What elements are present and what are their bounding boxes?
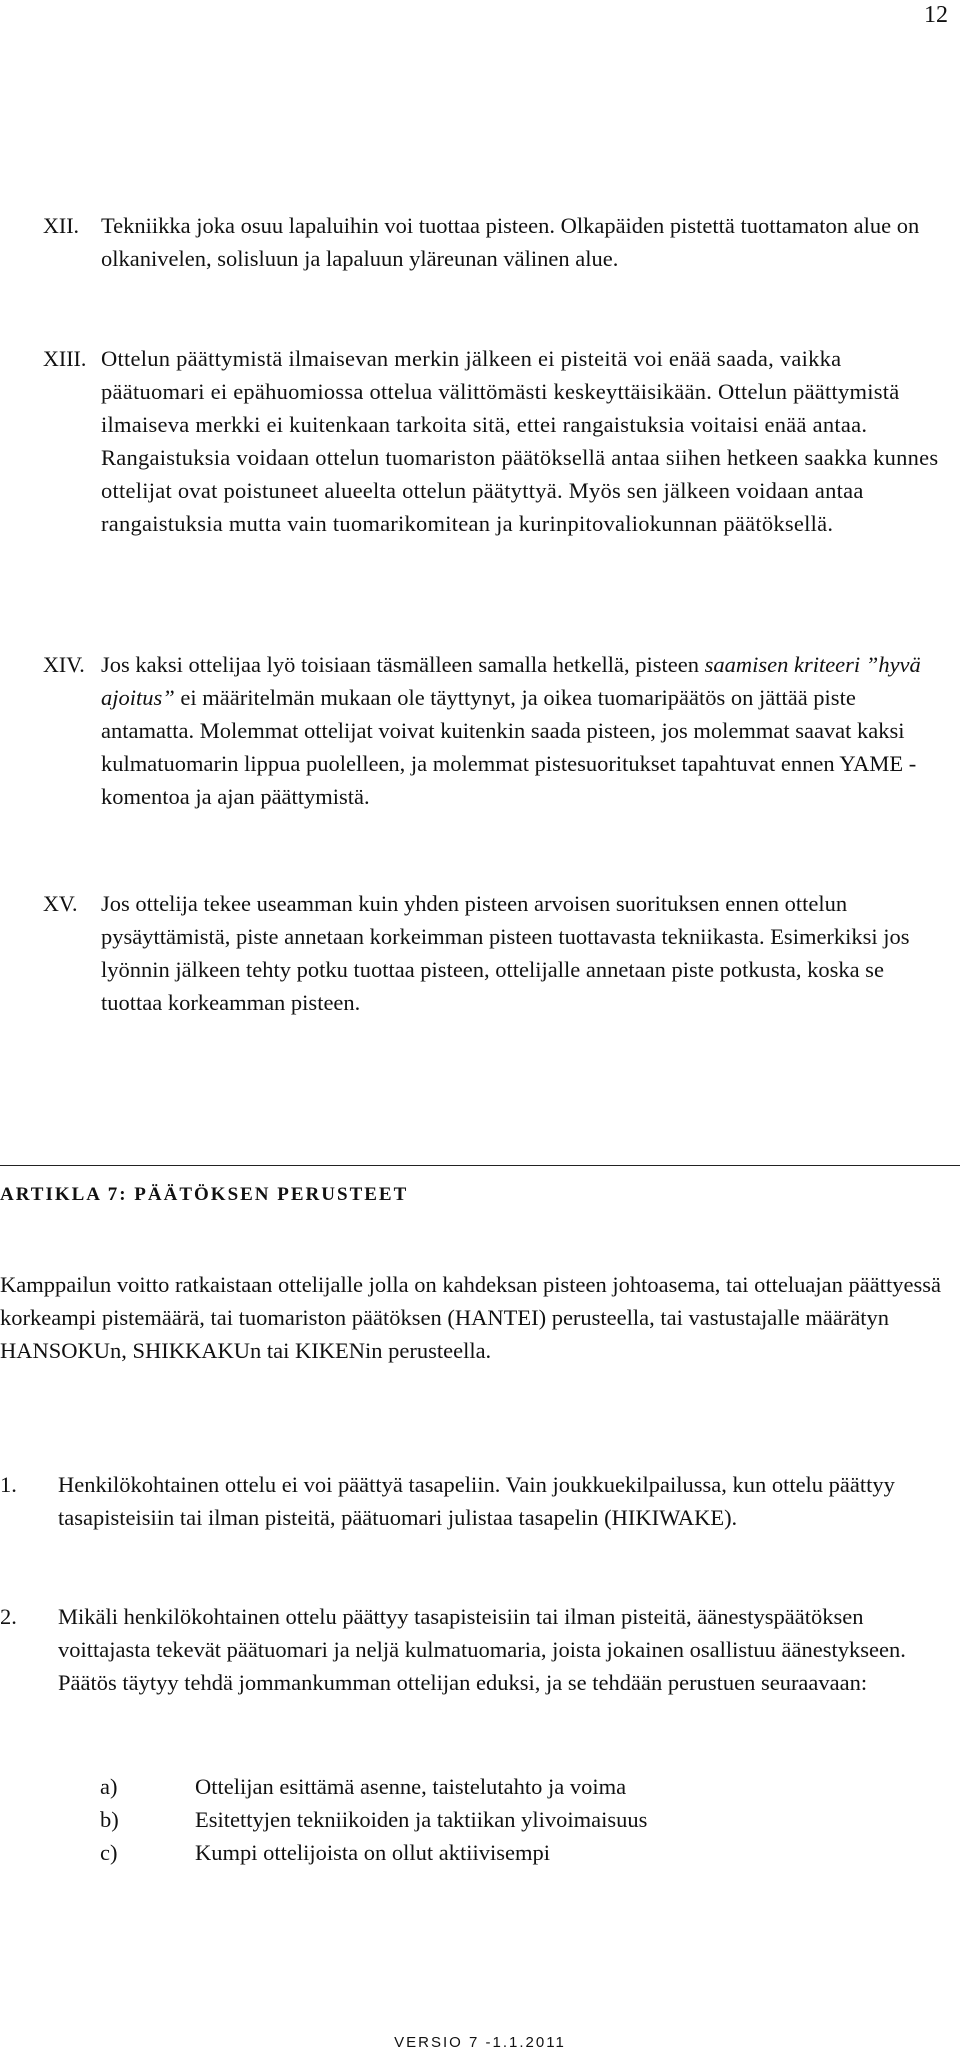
criterion-letter: c) [100, 1840, 118, 1865]
item-text: Henkilökohtainen ottelu ei voi päättyä tasapeliin. Vain joukkuekilpailussa, kun ottelu päättyy tasapisteisiin tai ilman pisteitä, päätuomari julistaa tasapelin (HIKIWAKE). [58, 1472, 895, 1530]
rule-text-italic: saamisen kriteeri ”hyvä ajoitus” [101, 652, 921, 710]
item-number: 1. [0, 1472, 17, 1497]
section-divider [0, 1165, 960, 1166]
criterion-text: Esitettyjen tekniikoiden ja taktiikan ylivoimaisuus [195, 1807, 648, 1832]
item-text: Mikäli henkilökohtainen ottelu päättyy tasapisteisiin tai ilman pisteitä, äänestyspäätöksen voittajasta tekevät päätuomari ja neljä kulmatuomaria, joista jokainen osallistuu äänestykseen. Päätös täytyy tehdä jommankumman ottelijan eduksi, ja se tehdään perustuen seuraavaan: [58, 1604, 906, 1695]
criterion-b [100, 1803, 900, 1836]
rule-marker: XIII. [43, 346, 87, 371]
rule-text-end: ei määritelmän mukaan ole täyttynyt, ja oikea tuomaripäätös on jättää piste antamatta. Molemmat ottelijat voivat kuitenkin saada pisteen, jos molemmat saavat kaksi kulmatuomarin lippua puolelleen, ja molemmat pistesuoritukset tapahtuvat ennen YAME -komentoa ja ajan päättymistä. [101, 685, 917, 809]
numbered-item-2 [0, 1600, 945, 1699]
criterion-letter: b) [100, 1807, 119, 1832]
article-intro: Kamppailun voitto ratkaistaan ottelijalle jolla on kahdeksan pisteen johtoasema, tai otteluajan päättyessä korkeampi pistemäärä, tai tuomariston päätöksen (HANTEI) perusteella, tai vastustajalle määrätyn HANSOKUn, SHIKKAKUn tai KIKENin perusteella. [0, 1272, 941, 1363]
criterion-text: Ottelijan esittämä asenne, taistelutahto ja voima [195, 1774, 627, 1799]
rule-marker: XII. [43, 213, 80, 238]
article-heading: ARTIKLA 7: PÄÄTÖKSEN PERUSTEET [0, 1184, 409, 1205]
rule-item-xiii [43, 342, 943, 540]
item-number: 2. [0, 1604, 17, 1629]
page-number: 12 [924, 2, 948, 28]
rule-text: Jos ottelija tekee useamman kuin yhden pisteen arvoisen suorituksen ennen ottelun pysäyttämistä, piste annetaan korkeimman pisteen tuottavasta tekniikasta. Esimerkiksi jos lyönnin jälkeen tehty potku tuottaa pisteen, ottelijalle annetaan piste potkusta, koska se tuottaa korkeamman pisteen. [101, 891, 910, 1015]
criterion-a [100, 1770, 900, 1803]
numbered-item-1 [0, 1468, 945, 1534]
criterion-c [100, 1836, 900, 1869]
rule-text: Ottelun päättymistä ilmaisevan merkin jälkeen ei pisteitä voi enää saada, vaikka päätuomari ei epähuomiossa ottelua välittömästi keskeyttäisikään. Ottelun päättymistä ilmaiseva merkki ei kuitenkaan tarkoita sitä, ettei rangaistuksia voitaisi enää antaa. Rangaistuksia voidaan ottelun tuomariston päätöksellä antaa siihen hetkeen saakka kunnes ottelijat ovat poistuneet alueelta ottelun päätyttyä. Myös sen jälkeen voidaan antaa rangaistuksia mutta vain tuomarikomitean ja kurinpitovaliokunnan päätöksellä. [101, 346, 939, 536]
rule-item-xii [43, 209, 943, 275]
rule-marker: XV. [43, 891, 78, 916]
rule-text: Tekniikka joka osuu lapaluihin voi tuottaa pisteen. Olkapäiden pistettä tuottamaton alue on olkanivelen, solisluun ja lapaluun yläreunan välinen alue. [101, 213, 920, 271]
rule-text-start: Jos kaksi ottelijaa lyö toisiaan täsmälleen samalla hetkellä, pisteen [101, 652, 705, 677]
rule-item-xiv [43, 648, 943, 813]
criterion-text: Kumpi ottelijoista on ollut aktiivisempi [195, 1840, 550, 1865]
footer-version: VERSIO 7 -1.1.2011 [394, 2034, 566, 2051]
rule-text [101, 648, 943, 813]
criterion-letter: a) [100, 1774, 118, 1799]
rule-marker: XIV. [43, 652, 85, 677]
rule-item-xv [43, 887, 943, 1019]
